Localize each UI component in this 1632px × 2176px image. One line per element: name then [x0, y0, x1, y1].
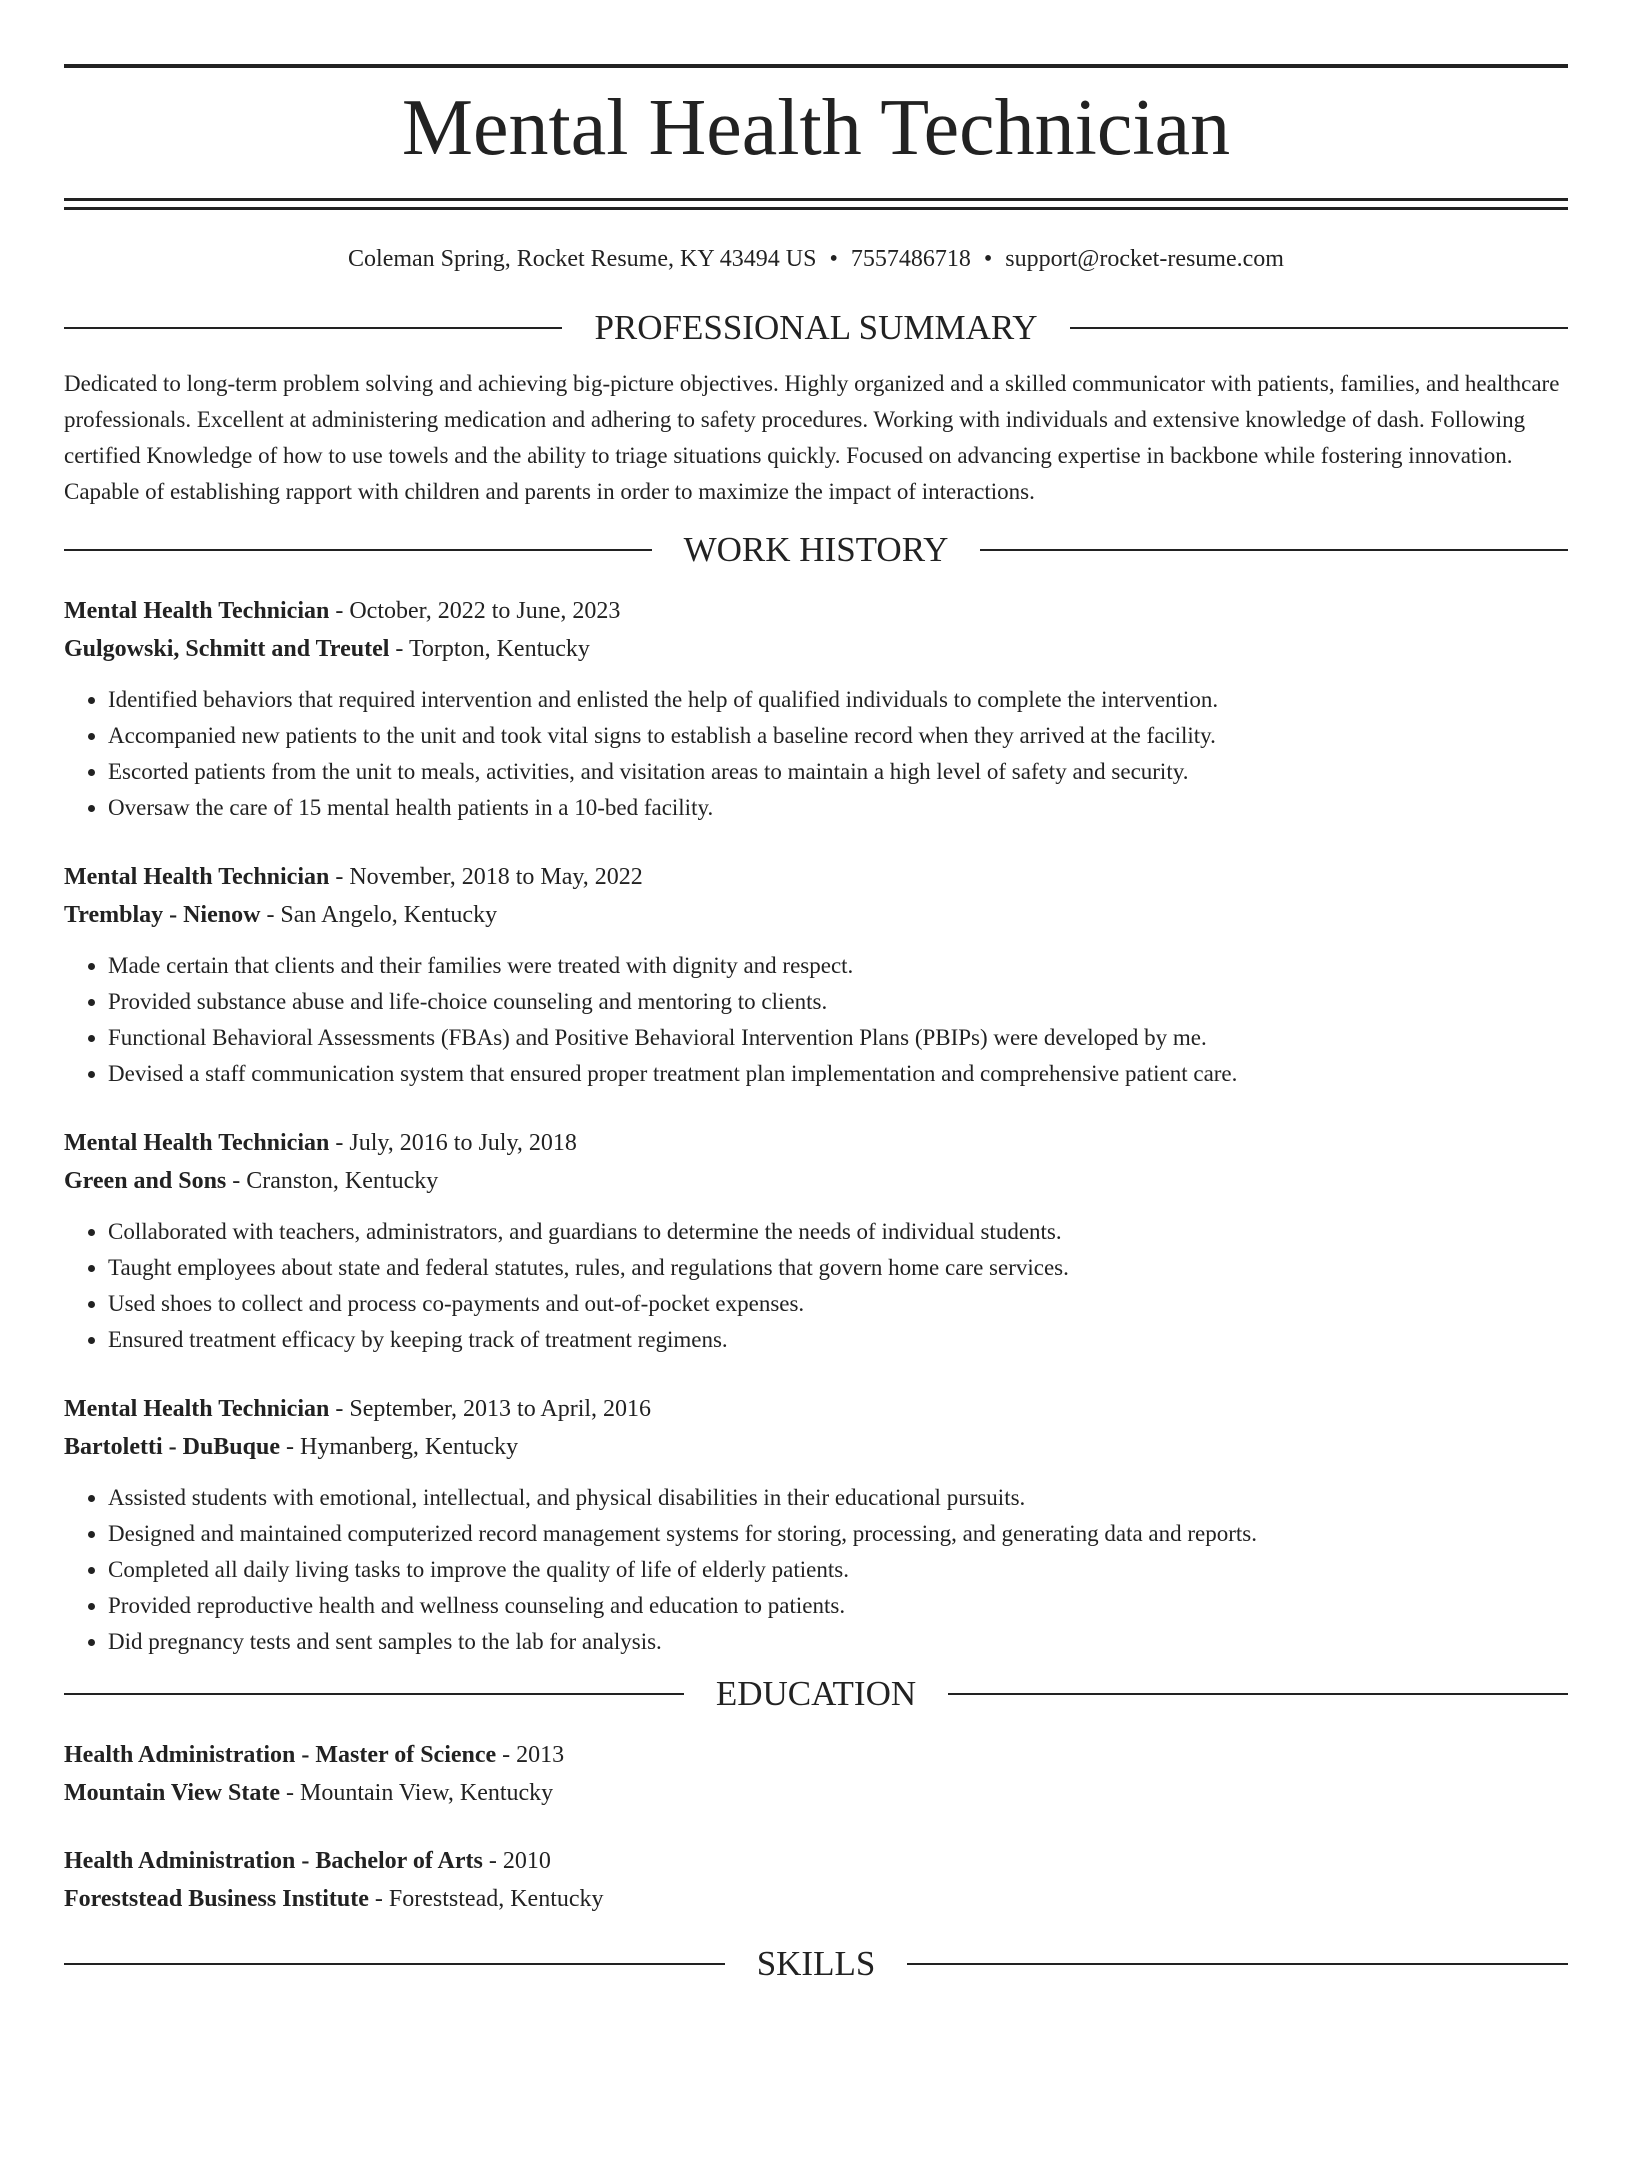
education-degree-line: [64, 1736, 1568, 1774]
section-heading-work: [64, 530, 1568, 570]
job-entry: [64, 858, 1568, 1092]
section-title: WORK HISTORY: [683, 530, 949, 569]
contact-email: support@rocket-resume.com: [1005, 246, 1284, 272]
education-year: - 2013: [496, 1742, 565, 1768]
job-dates: - October, 2022 to June, 2023: [329, 598, 621, 624]
title-rule-upper: [64, 198, 1568, 201]
job-bullet: • Identified behaviors that required intervention and enlisted the help of qualified individuals to complete the intervention.: [108, 682, 1568, 718]
job-bullet: • Devised a staff communication system that ensured proper treatment plan implementation and comprehensive patient care.: [108, 1056, 1568, 1092]
section-heading-summary: [64, 308, 1568, 348]
education-year: - 2010: [482, 1848, 551, 1874]
section-title: PROFESSIONAL SUMMARY: [594, 308, 1038, 347]
job-dates: - November, 2018 to May, 2022: [329, 864, 643, 890]
job-bullets: [64, 1214, 1568, 1358]
job-bullet: • Taught employees about state and federal statutes, rules, and regulations that govern home care services.: [108, 1250, 1568, 1286]
job-dates: - July, 2016 to July, 2018: [329, 1130, 577, 1156]
job-bullet: • Provided reproductive health and wellness counseling and education to patients.: [108, 1588, 1568, 1624]
contact-separator: •: [983, 246, 993, 272]
education-degree-line: [64, 1842, 1568, 1880]
top-rule: [64, 64, 1568, 68]
section-title: EDUCATION: [715, 1674, 917, 1713]
education-location: - Mountain View, Kentucky: [280, 1780, 554, 1806]
job-location: - Cranston, Kentucky: [226, 1168, 439, 1194]
divider-line: [948, 1693, 1568, 1695]
job-dates: - September, 2013 to April, 2016: [329, 1396, 652, 1422]
education-degree: Health Administration - Bachelor of Arts: [64, 1848, 483, 1874]
section-heading-education: [64, 1674, 1568, 1714]
job-bullet: • Escorted patients from the unit to meals, activities, and visitation areas to maintain a high level of safety and security.: [108, 754, 1568, 790]
education-degree: Health Administration - Master of Science: [64, 1742, 497, 1768]
job-role-line: [64, 1124, 1568, 1162]
job-bullets: [64, 948, 1568, 1092]
education-entry: [64, 1842, 1568, 1918]
job-company-line: [64, 630, 1568, 668]
job-entry: [64, 592, 1568, 826]
job-role: Mental Health Technician: [64, 1130, 330, 1156]
job-bullets: [64, 1480, 1568, 1660]
contact-address: Coleman Spring, Rocket Resume, KY 43494 US: [348, 246, 817, 272]
job-location: - Hymanberg, Kentucky: [280, 1434, 519, 1460]
education-location: - Foreststead, Kentucky: [368, 1886, 604, 1912]
job-bullet: • Oversaw the care of 15 mental health patients in a 10-bed facility.: [108, 790, 1568, 826]
job-bullet: • Designed and maintained computerized record management systems for storing, processing, and generating data and reports.: [108, 1516, 1568, 1552]
job-company-line: [64, 896, 1568, 934]
education-school-line: [64, 1774, 1568, 1812]
resume-page: [0, 64, 1632, 2176]
job-location: - San Angelo, Kentucky: [260, 902, 498, 928]
divider-line: [1070, 327, 1568, 329]
job-bullet: • Used shoes to collect and process co-payments and out-of-pocket expenses.: [108, 1286, 1568, 1322]
job-role-line: [64, 1390, 1568, 1428]
education-school-line: [64, 1880, 1568, 1918]
divider-line: [64, 1693, 684, 1695]
divider-line: [907, 1963, 1568, 1965]
divider-line: [64, 1963, 725, 1965]
job-bullet: • Ensured treatment efficacy by keeping track of treatment regimens.: [108, 1322, 1568, 1358]
section-title: SKILLS: [756, 1944, 876, 1983]
divider-line: [64, 327, 562, 329]
education-school: Foreststead Business Institute: [64, 1886, 369, 1912]
job-role-line: [64, 592, 1568, 630]
job-company: Tremblay - Nienow: [64, 902, 261, 928]
contact-phone: 7557486718: [850, 246, 971, 272]
job-bullet: • Collaborated with teachers, administrators, and guardians to determine the needs of individual students.: [108, 1214, 1568, 1250]
job-role-line: [64, 858, 1568, 896]
job-entry: [64, 1390, 1568, 1660]
job-role: Mental Health Technician: [64, 598, 330, 624]
job-company: Bartoletti - DuBuque: [64, 1434, 280, 1460]
education-entry: [64, 1736, 1568, 1812]
job-location: - Torpton, Kentucky: [389, 636, 590, 662]
summary-paragraph: Dedicated to long-term problem solving and achieving big-picture objectives. Highly organized and a skilled communicator with patients, families, and healthcare professionals. Excellent at administering medication and adhering to safety procedures. Working with individuals and extensive knowledge of dash. Following certified Knowledge of how to use towels and the ability to triage situations quickly. Focused on advancing expertise in backbone while fostering innovation. Capable of establishing rapport with children and parents in order to maximize the impact of interactions.: [64, 371, 1560, 504]
job-company: Gulgowski, Schmitt and Treutel: [64, 636, 390, 662]
education-school: Mountain View State: [64, 1780, 280, 1806]
job-role: Mental Health Technician: [64, 864, 330, 890]
resume-title: Mental Health Technician: [401, 84, 1231, 172]
title-rule-lower: [64, 207, 1568, 210]
contact-line: [64, 244, 1568, 274]
job-entry: [64, 1124, 1568, 1358]
divider-line: [64, 549, 652, 551]
section-heading-skills: [64, 1944, 1568, 1984]
divider-line: [980, 549, 1568, 551]
job-bullet: • Accompanied new patients to the unit and took vital signs to establish a baseline record when they arrived at the facility.: [108, 718, 1568, 754]
job-bullet: • Did pregnancy tests and sent samples to the lab for analysis.: [108, 1624, 1568, 1660]
contact-separator: •: [829, 246, 838, 272]
job-bullets: [64, 682, 1568, 826]
job-role: Mental Health Technician: [64, 1396, 330, 1422]
job-company: Green and Sons: [64, 1168, 227, 1194]
job-bullet: • Made certain that clients and their families were treated with dignity and respect.: [108, 948, 1568, 984]
job-bullet: • Provided substance abuse and life-choice counseling and mentoring to clients.: [108, 984, 1568, 1020]
job-bullet: • Assisted students with emotional, intellectual, and physical disabilities in their educational pursuits.: [108, 1480, 1568, 1516]
job-company-line: [64, 1428, 1568, 1466]
job-bullet: • Functional Behavioral Assessments (FBAs) and Positive Behavioral Intervention Plans (PBIPs) were developed by me.: [108, 1020, 1568, 1056]
job-company-line: [64, 1162, 1568, 1200]
job-bullet: • Completed all daily living tasks to improve the quality of life of elderly patients.: [108, 1552, 1568, 1588]
